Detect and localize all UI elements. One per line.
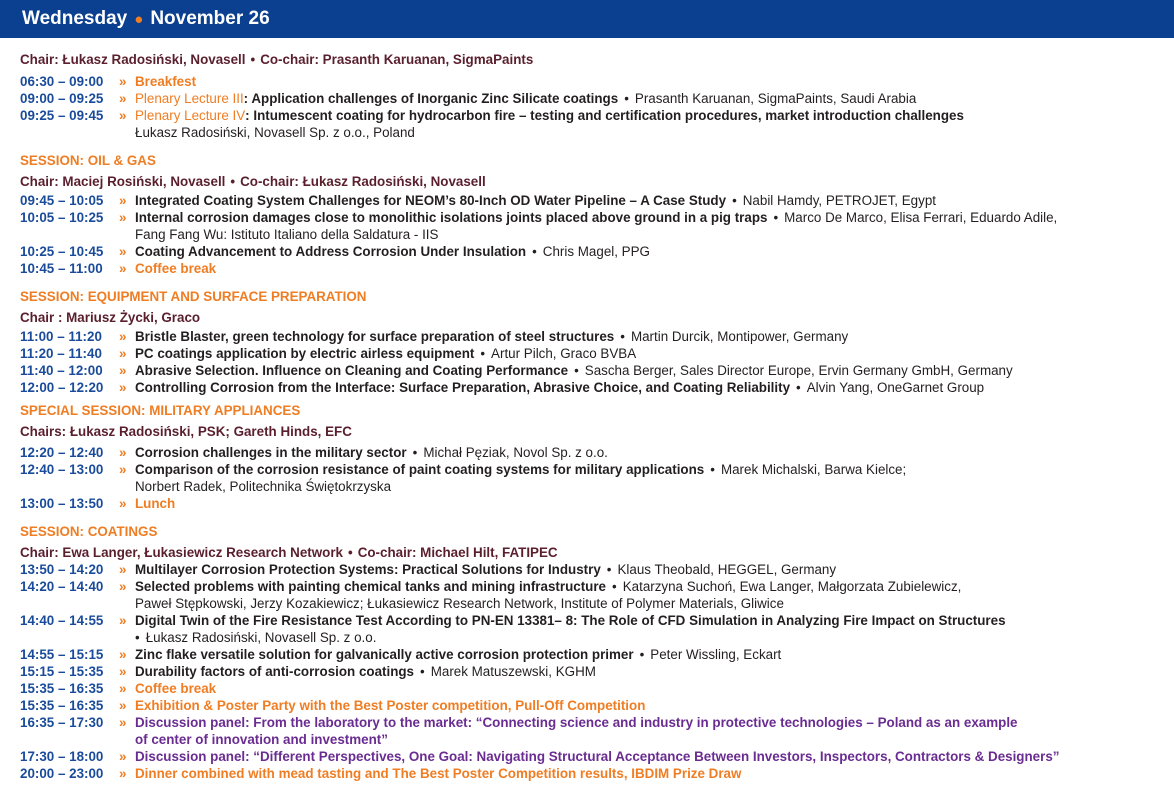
bullet: •: [574, 363, 579, 378]
arrow-icon: »: [119, 664, 127, 679]
agenda-row: [20, 561, 1170, 578]
time: 14:55 – 15:15: [20, 647, 104, 662]
cochair: Co-chair: Prasanth Karuanan, SigmaPaints: [260, 52, 534, 67]
time: 14:20 – 14:40: [20, 579, 104, 594]
time: 10:45 – 11:00: [20, 261, 103, 276]
chair-line: [20, 173, 1170, 190]
time: 09:00 – 09:25: [20, 91, 104, 106]
agenda-row: [20, 345, 1170, 362]
day-header: [0, 0, 1174, 38]
speakers: Prasanth Karuanan, SigmaPaints, Saudi Arabia: [634, 91, 917, 106]
separator-dot: •: [230, 174, 236, 189]
title: Discussion panel: From the laboratory to the market: “Connecting science and industry in protective technologies – Poland as an example: [135, 715, 1018, 730]
session-title: SESSION: COATINGS: [20, 524, 158, 539]
programme: [20, 51, 1170, 782]
speakers: Paweł Stępkowski, Jerzy Kozakiewicz; Łukasiewicz Research Network, Institute of Polymer Materials, Gliwice: [135, 596, 784, 611]
title: Durability factors of anti-corrosion coatings: [135, 664, 415, 679]
speakers: Peter Wissling, Eckart: [650, 647, 782, 662]
agenda-row: [20, 192, 1170, 209]
arrow-icon: »: [119, 380, 127, 395]
title: Comparison of the corrosion resistance of paint coating systems for military applications: [135, 462, 705, 477]
chair-line: [20, 423, 1170, 440]
chair: Chair: Łukasz Radosiński, Novasell: [20, 52, 246, 67]
agenda-row: [20, 362, 1170, 379]
title: Coffee break: [135, 681, 217, 696]
speakers: Martin Durcik, Montipower, Germany: [630, 329, 849, 344]
arrow-icon: »: [119, 346, 127, 361]
agenda-row: [20, 495, 1170, 512]
agenda-row: [20, 748, 1170, 765]
chair: Chairs: Łukasz Radosiński, PSK; Gareth Hinds, EFC: [20, 424, 352, 439]
chair: Chair : Mariusz Życki, Graco: [20, 310, 201, 325]
agenda-row: [20, 90, 1170, 107]
arrow-icon: »: [119, 698, 127, 713]
bullet: •: [773, 210, 779, 225]
arrow-icon: »: [119, 445, 127, 460]
bullet: •: [135, 630, 140, 645]
session-coatings: [20, 523, 1170, 782]
session-equipment: [20, 288, 1170, 396]
title: Internal corrosion damages close to monolithic isolations joints placed above ground in a pig traps: [135, 210, 768, 225]
title: Abrasive Selection. Influence on Cleaning and Coating Performance: [135, 363, 569, 378]
speakers: Marco De Marco, Elisa Ferrari, Eduardo Adile,: [784, 210, 1058, 225]
chair-line: [20, 309, 1170, 326]
lecture-label: Plenary Lecture III: [135, 91, 244, 106]
time: 09:45 – 10:05: [20, 193, 104, 208]
bullet: •: [624, 91, 629, 106]
bullet: •: [606, 562, 612, 577]
arrow-icon: »: [119, 244, 127, 259]
agenda-row: [20, 765, 1170, 782]
lecture-label: Plenary Lecture IV: [135, 108, 246, 123]
title: Multilayer Corrosion Protection Systems: Practical Solutions for Industry: [135, 562, 601, 577]
title: Dinner combined with mead tasting and The Best Poster Competition results, IBDIM Prize Draw: [135, 766, 742, 781]
speakers: Norbert Radek, Politechnika Świętokrzyska: [135, 479, 392, 494]
speakers: Fang Fang Wu: Istituto Italiano della Saldatura - IIS: [135, 227, 439, 242]
title: Integrated Coating System Challenges for NEOM’s 80-Inch OD Water Pipeline – A Case Study: [135, 193, 727, 208]
title: : Application challenges of Inorganic Zinc Silicate coatings: [243, 91, 619, 106]
agenda-row: [20, 107, 1170, 141]
session-title: SESSION: OIL & GAS: [20, 153, 156, 168]
time: 20:00 – 23:00: [20, 766, 104, 781]
title: PC coatings application by electric airless equipment: [135, 346, 475, 361]
agenda-row: [20, 260, 1170, 277]
bullet: •: [480, 346, 486, 361]
time: 11:00 – 11:20: [20, 329, 102, 344]
session-oil-gas: [20, 152, 1170, 277]
agenda-row: [20, 209, 1170, 243]
speakers: Nabil Hamdy, PETROJET, Egypt: [742, 193, 936, 208]
title: Exhibition & Poster Party with the Best Poster competition, Pull-Off Competition: [135, 698, 646, 713]
arrow-icon: »: [119, 613, 127, 628]
title: Selected problems with painting chemical tanks and mining infrastructure: [135, 579, 607, 594]
time: 15:35 – 16:35: [20, 681, 104, 696]
chair-line: [20, 51, 1170, 68]
agenda-row: [20, 73, 1170, 90]
arrow-icon: »: [119, 108, 127, 123]
speakers: Marek Michalski, Barwa Kielce;: [720, 462, 907, 477]
cochair: Co-chair: Łukasz Radosiński, Novasell: [240, 174, 486, 189]
title: Discussion panel: “Different Perspectives, One Goal: Navigating Structural Acceptance Between Investors, Inspectors, Contractors & Designers”: [135, 749, 1060, 764]
chair: Chair: Ewa Langer, Łukasiewicz Research Network: [20, 545, 343, 560]
time: 06:30 – 09:00: [20, 74, 104, 89]
bullet: •: [420, 664, 425, 679]
time: 17:30 – 18:00: [20, 749, 104, 764]
time: 15:35 – 16:35: [20, 698, 104, 713]
time: 10:05 – 10:25: [20, 210, 104, 225]
time: 11:40 – 12:00: [20, 363, 103, 378]
bullet: •: [796, 380, 801, 395]
arrow-icon: »: [119, 749, 127, 764]
agenda-row: [20, 328, 1170, 345]
arrow-icon: »: [119, 74, 127, 89]
agenda-row: [20, 714, 1170, 748]
time: 12:00 – 12:20: [20, 380, 104, 395]
chair: Chair: Maciej Rosiński, Novasell: [20, 174, 226, 189]
cochair: Co-chair: Michael Hilt, FATIPEC: [357, 545, 558, 560]
title: Lunch: [135, 496, 176, 511]
agenda-row: [20, 578, 1170, 612]
arrow-icon: »: [119, 715, 127, 730]
morning-block: [20, 51, 1170, 141]
time: 16:35 – 17:30: [20, 715, 104, 730]
time: 14:40 – 14:55: [20, 613, 104, 628]
speakers: Łukasz Radosiński, Novasell Sp. z o.o., Poland: [135, 125, 415, 140]
arrow-icon: »: [119, 363, 127, 378]
speakers: Katarzyna Suchoń, Ewa Langer, Małgorzata Zubielewicz,: [622, 579, 962, 594]
title: Controlling Corrosion from the Interface: Surface Preparation, Abrasive Choice, and Coating Reliability: [135, 380, 791, 395]
separator-dot: •: [347, 545, 353, 560]
title: Coffee break: [135, 261, 217, 276]
bullet: •: [639, 647, 645, 662]
time: 15:15 – 15:35: [20, 664, 104, 679]
arrow-icon: »: [119, 91, 127, 106]
arrow-icon: »: [119, 261, 127, 276]
bullet: •: [412, 445, 418, 460]
arrow-icon: »: [119, 647, 127, 662]
bullet-dot-icon: ●: [134, 10, 144, 28]
arrow-icon: »: [119, 462, 127, 477]
time: 13:50 – 14:20: [20, 562, 104, 577]
title: Bristle Blaster, green technology for surface preparation of steel structures: [135, 329, 615, 344]
time: 09:25 – 09:45: [20, 108, 104, 123]
agenda-row: [20, 444, 1170, 461]
arrow-icon: »: [119, 193, 127, 208]
arrow-icon: »: [119, 766, 127, 781]
speakers: Alvin Yang, OneGarnet Group: [806, 380, 985, 395]
speakers: Michał Pęziak, Novol Sp. z o.o.: [423, 445, 608, 460]
arrow-icon: »: [119, 496, 127, 511]
title: Coating Advancement to Address Corrosion Under Insulation: [135, 244, 527, 259]
time: 12:20 – 12:40: [20, 445, 104, 460]
title: : Intumescent coating for hydrocarbon fire – testing and certification procedures, market introduction challenges: [245, 108, 964, 123]
agenda-row: [20, 697, 1170, 714]
arrow-icon: »: [119, 562, 127, 577]
title: Corrosion challenges in the military sector: [135, 445, 407, 460]
speakers: Klaus Theobald, HEGGEL, Germany: [617, 562, 837, 577]
date-label: November 26: [150, 8, 270, 29]
time: 10:25 – 10:45: [20, 244, 104, 259]
agenda-row: [20, 680, 1170, 697]
arrow-icon: »: [119, 329, 127, 344]
separator-dot: •: [250, 52, 256, 67]
arrow-icon: »: [119, 681, 127, 696]
session-military: [20, 402, 1170, 512]
arrow-icon: »: [119, 210, 127, 225]
agenda-row: [20, 243, 1170, 260]
day-label: Wednesday: [22, 8, 128, 29]
bullet: •: [620, 329, 625, 344]
arrow-icon: »: [119, 579, 127, 594]
session-title: SPECIAL SESSION: MILITARY APPLIANCES: [20, 403, 301, 418]
agenda-row: [20, 379, 1170, 396]
speakers: Łukasz Radosiński, Novasell Sp. z o.o.: [145, 630, 377, 645]
session-title: SESSION: EQUIPMENT AND SURFACE PREPARATION: [20, 289, 367, 304]
agenda-row: [20, 612, 1170, 646]
speakers: Sascha Berger, Sales Director Europe, Ervin Germany GmbH, Germany: [584, 363, 1013, 378]
agenda-row: [20, 646, 1170, 663]
speakers: Marek Matuszewski, KGHM: [430, 664, 596, 679]
speakers: Artur Pilch, Graco BVBA: [491, 346, 637, 361]
title: Breakfest: [135, 74, 197, 89]
title: Digital Twin of the Fire Resistance Test According to PN-EN 13381– 8: The Role of CFD Simulation in Analyzing Fire Impact on Structures: [135, 613, 1006, 628]
bullet: •: [732, 193, 737, 208]
time: 11:20 – 11:40: [20, 346, 102, 361]
time: 13:00 – 13:50: [20, 496, 104, 511]
speakers: Chris Magel, PPG: [542, 244, 650, 259]
agenda-row: [20, 461, 1170, 495]
bullet: •: [612, 579, 617, 594]
bullet: •: [532, 244, 537, 259]
time: 12:40 – 13:00: [20, 462, 104, 477]
title: of center of innovation and investment”: [135, 732, 388, 747]
agenda-row: [20, 663, 1170, 680]
title: Zinc flake versatile solution for galvanically active corrosion protection primer: [135, 647, 634, 662]
chair-line: [20, 544, 1170, 561]
bullet: •: [710, 462, 715, 477]
